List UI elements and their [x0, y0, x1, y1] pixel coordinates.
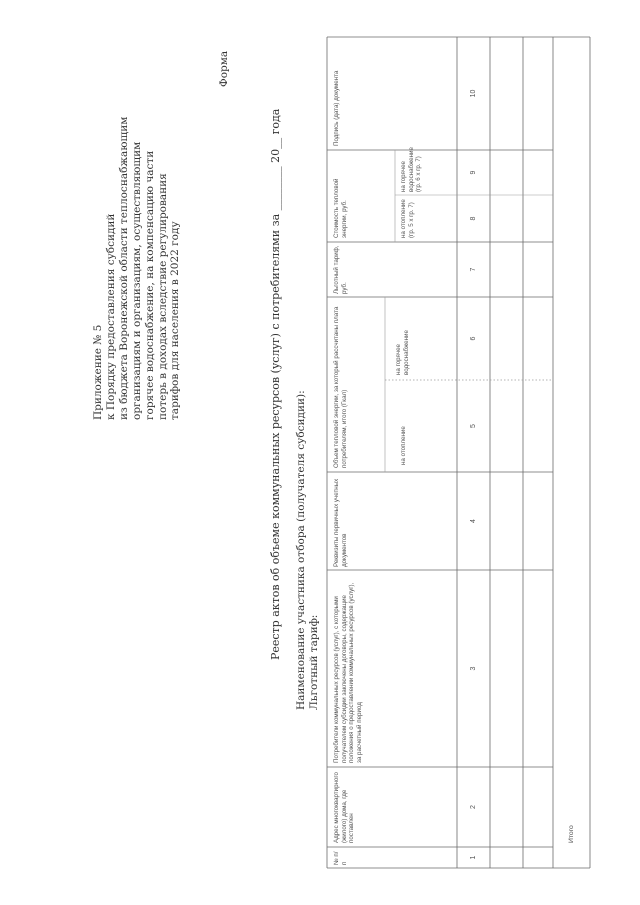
tariff-label: Льготный тариф:: [308, 614, 320, 710]
header-consumers: Потребители коммунальных ресурсов (услуг), с которыми получателем субсидии заключены договоры, содержащие положения о предоставлении коммунальных ресурсов (услуг), за расчетный период: [333, 582, 363, 763]
document-title: Реестр актов об объеме коммунальных ресурсов (услуг) с потребителями за ________ 20__ года: [269, 108, 282, 660]
appendix-line: организациям и организациям, осуществляющим: [130, 141, 143, 420]
header-heating-cost: на отопление (гр. 5 х гр. 7): [400, 199, 415, 238]
column-number: 8: [470, 216, 477, 221]
column-number: 9: [470, 170, 477, 175]
header-documents: Реквизиты первичных учетных документов: [333, 478, 348, 567]
header-heat-cost: Стоимость тепловой энергии, руб.: [333, 178, 348, 238]
appendix-line: Приложение № 5: [92, 324, 104, 420]
appendix-line: горячее водоснабжение, на компенсацию части: [143, 150, 156, 420]
column-number: 10: [470, 89, 477, 98]
column-number: 5: [470, 424, 477, 428]
column-number: 3: [470, 666, 477, 671]
header-heating: на отопление: [400, 426, 407, 465]
column-number: 7: [470, 267, 477, 272]
column-number: 2: [470, 805, 477, 809]
header-col-number: № п/п: [333, 851, 348, 865]
header-address: Адрес многоквартирного (жилого) дома, где поставлен: [333, 772, 356, 843]
header-hot-water: на горячее водоснабжение: [395, 330, 410, 375]
participant-label: Наименование участника отбора (получателя субсидии):: [295, 390, 307, 710]
header-heat-volume: Объем тепловой энергии, за который рассчитаны плата потребителям, итого (Гкал): [333, 306, 348, 468]
header-hot-water-cost: на горячее водоснабжение (гр. 6 х гр. 7): [400, 147, 423, 192]
appendix-line: потерь в доходах вследствие регулирования: [156, 173, 169, 420]
total-row-label: Итого: [568, 825, 575, 843]
column-number: 4: [470, 519, 477, 523]
appendix-line: из бюджета Воронежской области теплоснабжающим: [117, 116, 130, 420]
column-number: 6: [470, 336, 477, 341]
header-tariff: Льготный тариф, руб.: [333, 245, 348, 294]
form-label: Форма: [218, 50, 230, 87]
column-number: 1: [470, 855, 477, 860]
appendix-line: тарифов для населения в 2022 году: [169, 221, 182, 420]
header-signature: Подпись (дата) документа: [333, 70, 340, 146]
appendix-line: к Порядку предоставления субсидий: [104, 213, 117, 420]
